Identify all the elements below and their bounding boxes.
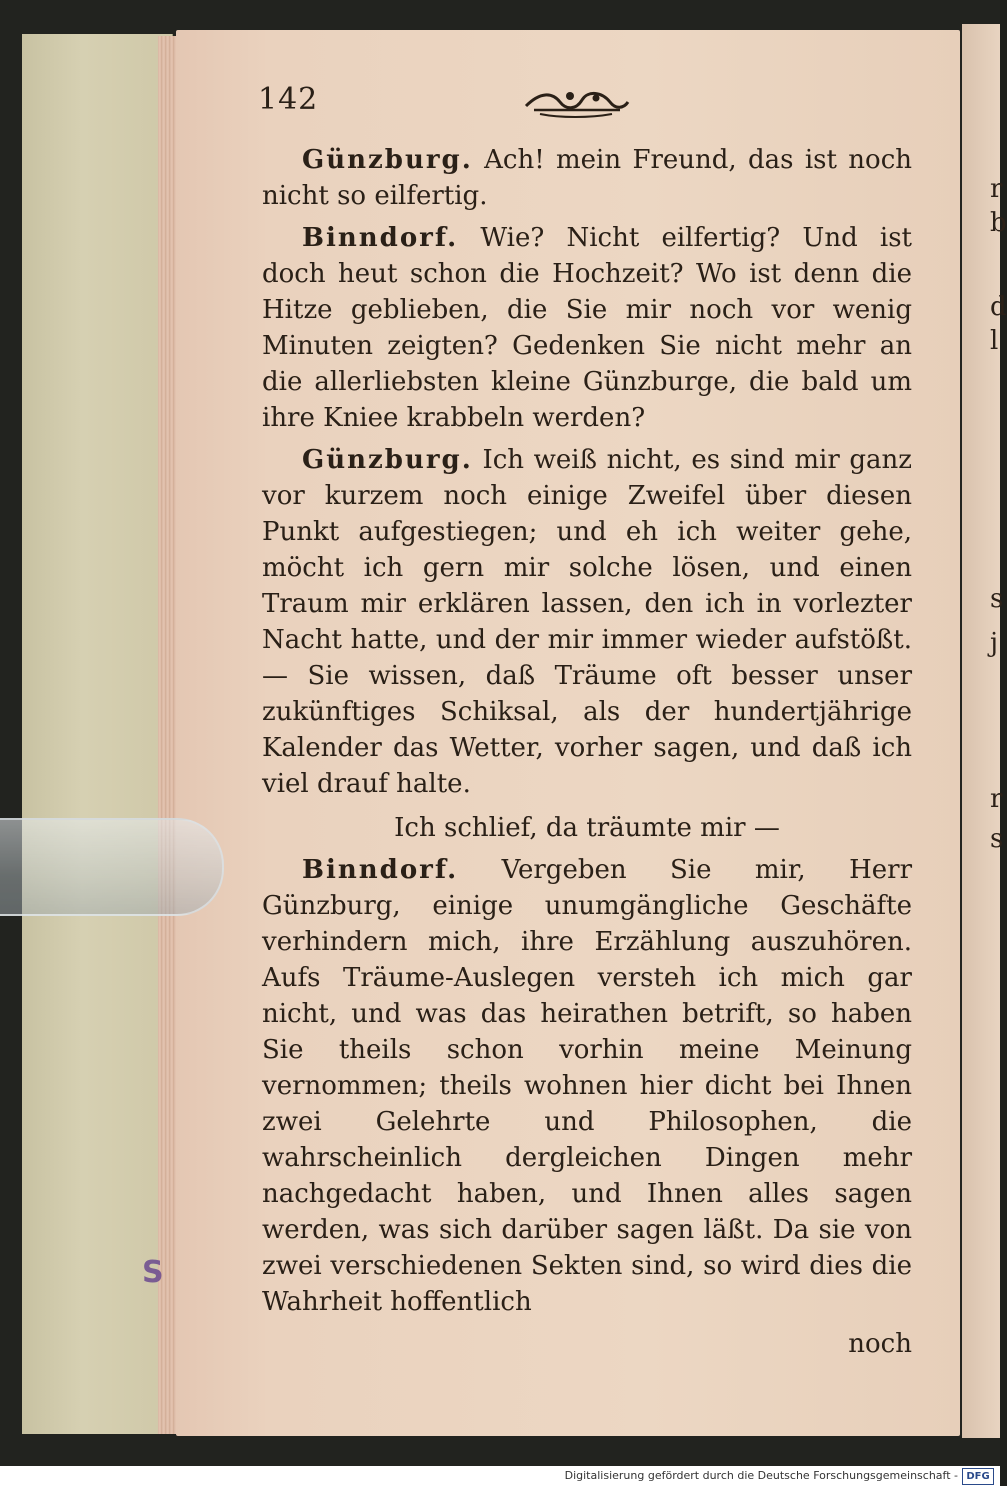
- next-page-fragment: r: [990, 784, 1003, 814]
- paragraph-text: Wie? Nicht eilfertig? Und ist doch heut schon die Hochzeit? Wo ist denn die Hitze geblieben, die Sie mir noch vor wenig Minuten zeigten? Gedenken Sie nicht mehr an die allerliebsten kleine Günzburge, die bald um ihre Kniee krabbeln werden?: [262, 223, 912, 433]
- paragraph-text: Ich weiß nicht, es sind mir ganz vor kurzem noch einige Zweifel über diesen Punkt aufgestiegen; und eh ich weiter gehe, möcht ich gern mir solche lösen, und einen Traum mir erklären lassen, den ich in vorlezter Nacht hatte, und der mir immer wieder aufstößt. — Sie wissen, daß Träume oft besser unser zukünftiges Schiksal, als der hundertjährige Kalender das Wetter, vorher sagen, und daß ich viel drauf halte.: [262, 445, 912, 799]
- next-page-fragment: b: [990, 208, 1007, 238]
- narration-line: [262, 810, 912, 846]
- footer-bar: [0, 1466, 1000, 1486]
- next-page-fragment: j: [990, 628, 999, 658]
- next-page-fragment: s: [990, 824, 1004, 854]
- paragraph-text: Ich schlief, da träumte mir —: [394, 813, 780, 843]
- speaker-name: Binndorf.: [302, 223, 459, 253]
- next-page-fragment: s: [990, 584, 1004, 614]
- dialogue-paragraph: [262, 142, 912, 214]
- paragraph-text: Vergeben Sie mir, Herr Günzburg, einige unumgängliche Geschäfte verhindern mich, ihre Erzählung auszuhören. Aufs Träume-Auslegen versteh ich mich gar nicht, und was das heirathen betrift, so haben Sie theils schon vorhin meine Meinung vernommen; theils wohnen hier dicht bei Ihnen zwei Gelehrte und Philosophen, die wahrscheinlich dergleichen Dingen mehr nachgedacht haben, und Ihnen alles sagen werden, was sich darüber sagen läßt. Da sie von zwei verschiedenen Sekten sind, so wird dies die Wahrheit hoffentlich: [262, 855, 912, 1317]
- speaker-name: Binndorf.: [302, 855, 459, 885]
- page-number: 142: [258, 82, 319, 117]
- footer-credit: Digitalisierung gefördert durch die Deutsche Forschungsgemeinschaft -: [564, 1469, 958, 1482]
- page-header: [258, 82, 908, 132]
- next-page-edge: [962, 24, 1007, 1438]
- next-page-fragment: l: [990, 326, 999, 356]
- dialogue-paragraph: [262, 852, 912, 1320]
- paragraph-text: Ach! mein Freund, das ist noch nicht so eilfertig.: [262, 145, 913, 211]
- decorative-flourish-icon: [520, 84, 632, 120]
- page-clip: [0, 818, 224, 916]
- dialogue-paragraph: [262, 220, 912, 436]
- dialogue-paragraph: [262, 442, 912, 802]
- next-page-fragment: r: [990, 174, 1003, 204]
- page-body: [262, 142, 912, 1362]
- book-cover: [22, 34, 173, 1434]
- next-page-fragment: d: [990, 292, 1007, 322]
- dfg-logo-icon: DFG: [962, 1468, 994, 1485]
- speaker-name: Günzburg.: [302, 445, 473, 475]
- library-stamp: S: [142, 1255, 164, 1290]
- speaker-name: Günzburg.: [302, 145, 473, 175]
- catchword: noch: [848, 1329, 912, 1359]
